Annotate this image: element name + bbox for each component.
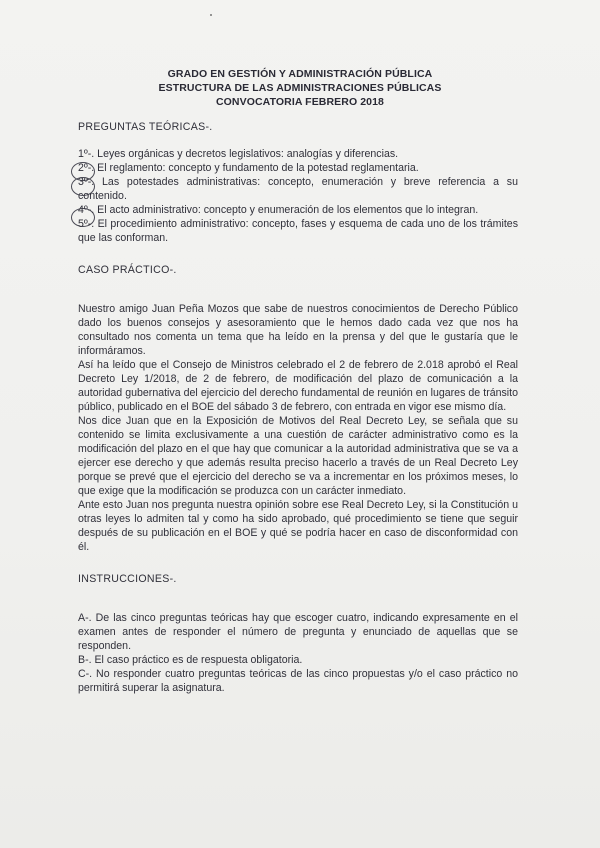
section-title-caso: CASO PRÁCTICO-. (78, 264, 177, 276)
question-item: 5º-. El procedimiento administrativo: concepto, fases y esquema de cada uno de los trámites que las conforman. (78, 218, 518, 244)
header-subject: ESTRUCTURA DE LAS ADMINISTRACIONES PÚBLICAS (158, 82, 442, 94)
question-item: 3º-. Las potestades administrativas: concepto, enumeración y breve referencia a su contenido. (78, 176, 518, 202)
case-paragraph: Así ha leído que el Consejo de Ministros celebrado el 2 de febrero de 2.018 aprobó el Real Decreto Ley 1/2018, de 2 de febrero, de modificación del plazo de comunicación a la autoridad gubernativa del ejercicio del derecho fundamental de reunión en lugares de tránsito público, publicado en el BOE del sábado 3 de febrero, con entrada en vigor ese mismo día. (78, 359, 518, 413)
instruction-item: C-. No responder cuatro preguntas teóricas de las cinco propuestas y/o el caso práctico no permitirá superar la asignatura. (78, 668, 518, 694)
question-item: 4º-. El acto administrativo: concepto y enumeración de los elementos que lo integran. (78, 204, 479, 216)
scan-speck (210, 14, 212, 16)
instruction-list (78, 611, 518, 695)
case-paragraph: Ante esto Juan nos pregunta nuestra opinión sobre ese Real Decreto Ley, si la Constitución u otras leyes lo admiten tal y como ha sido aprobado, qué procedimiento se tiene que seguir después de su publicación en el BOE y qué se podría hacer en caso de disconformidad con él. (78, 499, 518, 553)
header-call: CONVOCATORIA FEBRERO 2018 (215, 96, 384, 108)
header-degree: GRADO EN GESTIÓN Y ADMINISTRACIÓN PÚBLICA (167, 68, 433, 80)
exam-body (78, 120, 518, 695)
case-paragraph: Nos dice Juan que en la Exposición de Motivos del Real Decreto Ley, se señala que su contenido se limita exclusivamente a una cuestión de carácter administrativo como es la modificación del plazo en el que hay que comunicar a la autoridad administrativa que se va a ejercer ese derecho y que además resulta preciso hacerlo a través de un Real Decreto Ley porque se prevé que el ejercicio del derecho se va a incrementar en los próximos meses, lo que exige que la modificación se produzca con un carácter inmediato. (78, 415, 518, 497)
section-title-instrucciones: INSTRUCCIONES-. (78, 573, 177, 585)
exam-header (0, 67, 600, 109)
section-title-preguntas: PREGUNTAS TEÓRICAS-. (78, 121, 213, 133)
instruction-item: A-. De las cinco preguntas teóricas hay que escoger cuatro, indicando expresamente en el examen antes de responder el número de pregunta y enunciado de aquellas que se responden. (78, 612, 518, 652)
question-item: 2º-. El reglamento: concepto y fundamento de la potestad reglamentaria. (78, 162, 419, 174)
question-list (78, 147, 518, 245)
question-item: 1º-. Leyes orgánicas y decretos legislativos: analogías y diferencias. (78, 148, 399, 160)
case-paragraph: Nuestro amigo Juan Peña Mozos que sabe de nuestros conocimientos de Derecho Público dado los buenos consejos y asesoramiento que le hemos dado cada vez que nos ha consultado nos comenta un tema que ha leído en la prensa y del que le gustaría que le informáramos. (78, 303, 518, 357)
instruction-item: B-. El caso práctico es de respuesta obligatoria. (78, 654, 303, 666)
case-text (78, 302, 518, 554)
